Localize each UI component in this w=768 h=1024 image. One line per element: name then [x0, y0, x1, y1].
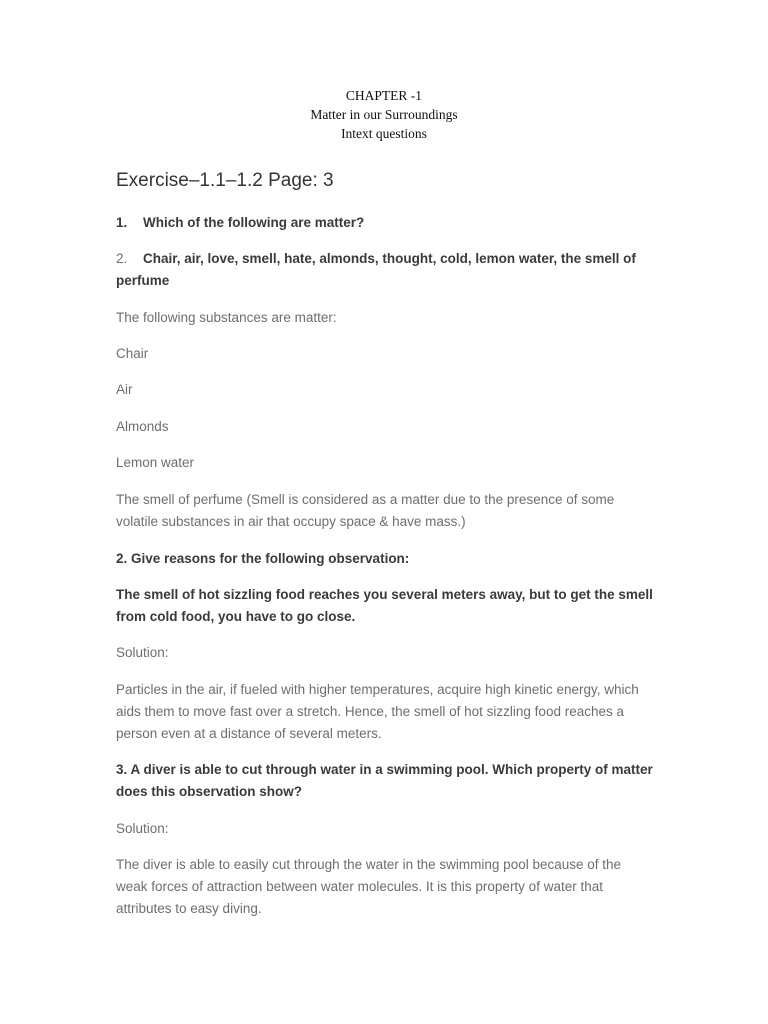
answer-1-intro: The following substances are matter: — [116, 310, 337, 325]
question-2 — [116, 248, 656, 292]
answer-3-text: The diver is able to easily cut through the water in the swimming pool because of the weak forces of attraction between water molecules. It is this property of water that attributes to easy diving. — [116, 857, 622, 916]
question-1 — [116, 212, 656, 234]
exercise-title: Exercise–1.1–1.2 Page: 3 — [116, 170, 334, 191]
answer-1-item: Lemon water — [116, 455, 195, 470]
solution-label: Solution: — [116, 645, 169, 660]
question-1-number: 1. — [116, 215, 128, 230]
answer-2-text: Particles in the air, if fueled with higher temperatures, acquire high kinetic energy, which aids them to move fast over a stretch. Hence, the smell of hot sizzling food reaches a person even at a distance of several meters. — [116, 682, 639, 741]
question-4-text: 3. A diver is able to cut through water in a swimming pool. Which property of matter does this observation show? — [116, 762, 653, 799]
question-3-heading: 2. Give reasons for the following observation: — [116, 551, 410, 566]
chapter-subtitle: Matter in our Surroundings — [310, 107, 458, 122]
answer-1-item: Almonds — [116, 419, 169, 434]
answer-1-last: The smell of perfume (Smell is considered as a matter due to the presence of some volatile substances in air that occupy space & have mass.) — [116, 492, 615, 529]
section-label: Intext questions — [341, 126, 427, 141]
solution-label: Solution: — [116, 821, 169, 836]
question-2-number: 2. — [116, 251, 128, 266]
question-2-text: Chair, air, love, smell, hate, almonds, thought, cold, lemon water, the smell of perfume — [116, 251, 636, 288]
answer-1-item: Air — [116, 382, 133, 397]
question-3-text: The smell of hot sizzling food reaches you several meters away, but to get the smell from cold food, you have to go close. — [116, 587, 653, 624]
answer-1-item: Chair — [116, 346, 149, 361]
chapter-heading: CHAPTER -1 — [345, 88, 423, 103]
question-1-text: Which of the following are matter? — [143, 215, 365, 230]
